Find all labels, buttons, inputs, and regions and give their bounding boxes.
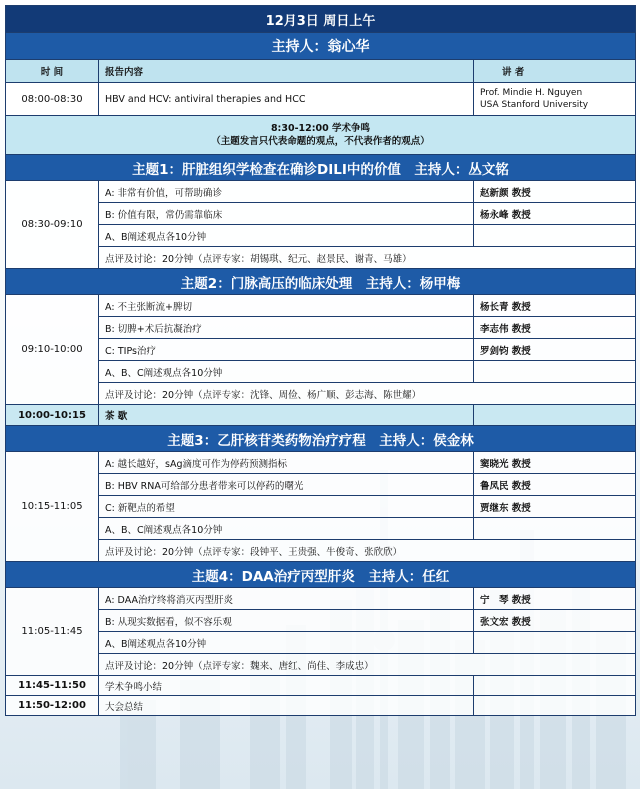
tea-break-label: 茶 歇 — [99, 405, 474, 426]
topic-header-row — [6, 562, 636, 588]
debate-header-row — [6, 116, 636, 155]
speaker-name: 鲁凤民 教授 — [474, 474, 636, 496]
table-row — [6, 247, 636, 269]
agenda-item: B: 从现实数据看，似不容乐观 — [99, 610, 474, 632]
topic-header-row — [6, 155, 636, 181]
tea-break-time: 10:00-10:15 — [6, 405, 99, 426]
topic-header-row — [6, 269, 636, 295]
keynote-row — [6, 83, 636, 116]
agenda-item: A: 非常有价值，可帮助确诊 — [99, 181, 474, 203]
speaker-name — [474, 632, 636, 654]
date-header-row — [6, 6, 636, 33]
table-row — [6, 225, 636, 247]
table-row — [6, 632, 636, 654]
topic-title: 主题3：乙肝核苷类药物治疗疗程 主持人：侯金林 — [6, 426, 636, 452]
speaker-name: 杨长青 教授 — [474, 295, 636, 317]
keynote-speaker — [474, 83, 636, 116]
date-title: 12月3日 周日上午 — [6, 6, 636, 33]
speaker-name: 宁 琴 教授 — [474, 588, 636, 610]
agenda-item: A、B阐述观点各10分钟 — [99, 225, 474, 247]
topic-title: 主题1：肝脏组织学检查在确诊DILI中的价值 主持人：丛文铭 — [6, 155, 636, 181]
session-chair: 主持人：翁心华 — [6, 33, 636, 60]
discussion-item: 点评及讨论：20分钟（点评专家：胡锡琪、纪元、赵景民、谢青、马雄） — [99, 247, 636, 269]
topic-title: 主题4：DAA治疗丙型肝炎 主持人：任红 — [6, 562, 636, 588]
agenda-item: A: 不主张断流+脾切 — [99, 295, 474, 317]
debate-header — [6, 116, 636, 155]
table-row — [6, 610, 636, 632]
summary-label: 学术争鸣小结 — [99, 676, 474, 696]
table-row — [6, 496, 636, 518]
keynote-speaker-affiliation: USA Stanford University — [480, 100, 589, 110]
column-header-time: 时 间 — [6, 60, 99, 83]
table-row — [6, 203, 636, 225]
closing-row — [6, 696, 636, 716]
speaker-name: 张文宏 教授 — [474, 610, 636, 632]
speaker-name: 杨永峰 教授 — [474, 203, 636, 225]
table-row — [6, 588, 636, 610]
keynote-time: 08:00-08:30 — [6, 83, 99, 116]
session-chair-row — [6, 33, 636, 60]
agenda-item: A、B、C阐述观点各10分钟 — [99, 518, 474, 540]
topic-time: 08:30-09:10 — [6, 181, 99, 269]
table-row — [6, 361, 636, 383]
speaker-name: 赵新颜 教授 — [474, 181, 636, 203]
speaker-name: 窦晓光 教授 — [474, 452, 636, 474]
table-row — [6, 540, 636, 562]
topic-time: 11:05-11:45 — [6, 588, 99, 676]
speaker-name — [474, 518, 636, 540]
table-row — [6, 339, 636, 361]
topic-title: 主题2：门脉高压的临床处理 主持人：杨甲梅 — [6, 269, 636, 295]
agenda-item: C: TIPs治疗 — [99, 339, 474, 361]
agenda-item: C: 新靶点的希望 — [99, 496, 474, 518]
discussion-item: 点评及讨论：20分钟（点评专家：段钟平、王贵强、牛俊奇、张欣欣） — [99, 540, 636, 562]
agenda-item: A: 越长越好，sAg滴度可作为停药预测指标 — [99, 452, 474, 474]
closing-time: 11:50-12:00 — [6, 696, 99, 716]
tea-break-row — [6, 405, 636, 426]
closing-label: 大会总结 — [99, 696, 474, 716]
discussion-item: 点评及讨论：20分钟（点评专家：魏来、唐红、尚佳、李成忠） — [99, 654, 636, 676]
speaker-name: 罗剑钧 教授 — [474, 339, 636, 361]
speaker-name — [474, 225, 636, 247]
column-header-content: 报告内容 — [99, 60, 474, 83]
agenda-item: A、B、C阐述观点各10分钟 — [99, 361, 474, 383]
speaker-name: 贾继东 教授 — [474, 496, 636, 518]
column-header-speaker: 讲 者 — [474, 60, 636, 83]
table-row — [6, 181, 636, 203]
keynote-title: HBV and HCV: antiviral therapies and HCC — [99, 83, 474, 116]
summary-time: 11:45-11:50 — [6, 676, 99, 696]
table-row — [6, 383, 636, 405]
table-row — [6, 518, 636, 540]
table-row — [6, 452, 636, 474]
tea-break-speaker — [474, 405, 636, 426]
agenda-item: B: 切脾+术后抗凝治疗 — [99, 317, 474, 339]
topic-time: 09:10-10:00 — [6, 295, 99, 405]
topic-time: 10:15-11:05 — [6, 452, 99, 562]
column-header-row — [6, 60, 636, 83]
summary-speaker — [474, 676, 636, 696]
summary-row — [6, 676, 636, 696]
table-row — [6, 474, 636, 496]
debate-title: 8:30-12:00 学术争鸣 — [270, 123, 371, 134]
keynote-speaker-name: Prof. Mindie H. Nguyen — [480, 88, 583, 98]
agenda-item: A、B阐述观点各10分钟 — [99, 632, 474, 654]
speaker-name: 李志伟 教授 — [474, 317, 636, 339]
topic-header-row — [6, 426, 636, 452]
table-row — [6, 654, 636, 676]
speaker-name — [474, 361, 636, 383]
debate-note: （主题发言只代表命题的观点，不代表作者的观点） — [211, 136, 430, 147]
agenda-item: B: 价值有限，常仍需靠临床 — [99, 203, 474, 225]
table-row — [6, 317, 636, 339]
table-row — [6, 295, 636, 317]
agenda-item: B: HBV RNA可给部分患者带来可以停药的曙光 — [99, 474, 474, 496]
discussion-item: 点评及讨论：20分钟（点评专家：沈锋、周俭、杨广顺、彭志海、陈世耀） — [99, 383, 636, 405]
closing-speaker — [474, 696, 636, 716]
schedule-table — [5, 5, 636, 716]
agenda-item: A: DAA治疗终将消灭丙型肝炎 — [99, 588, 474, 610]
